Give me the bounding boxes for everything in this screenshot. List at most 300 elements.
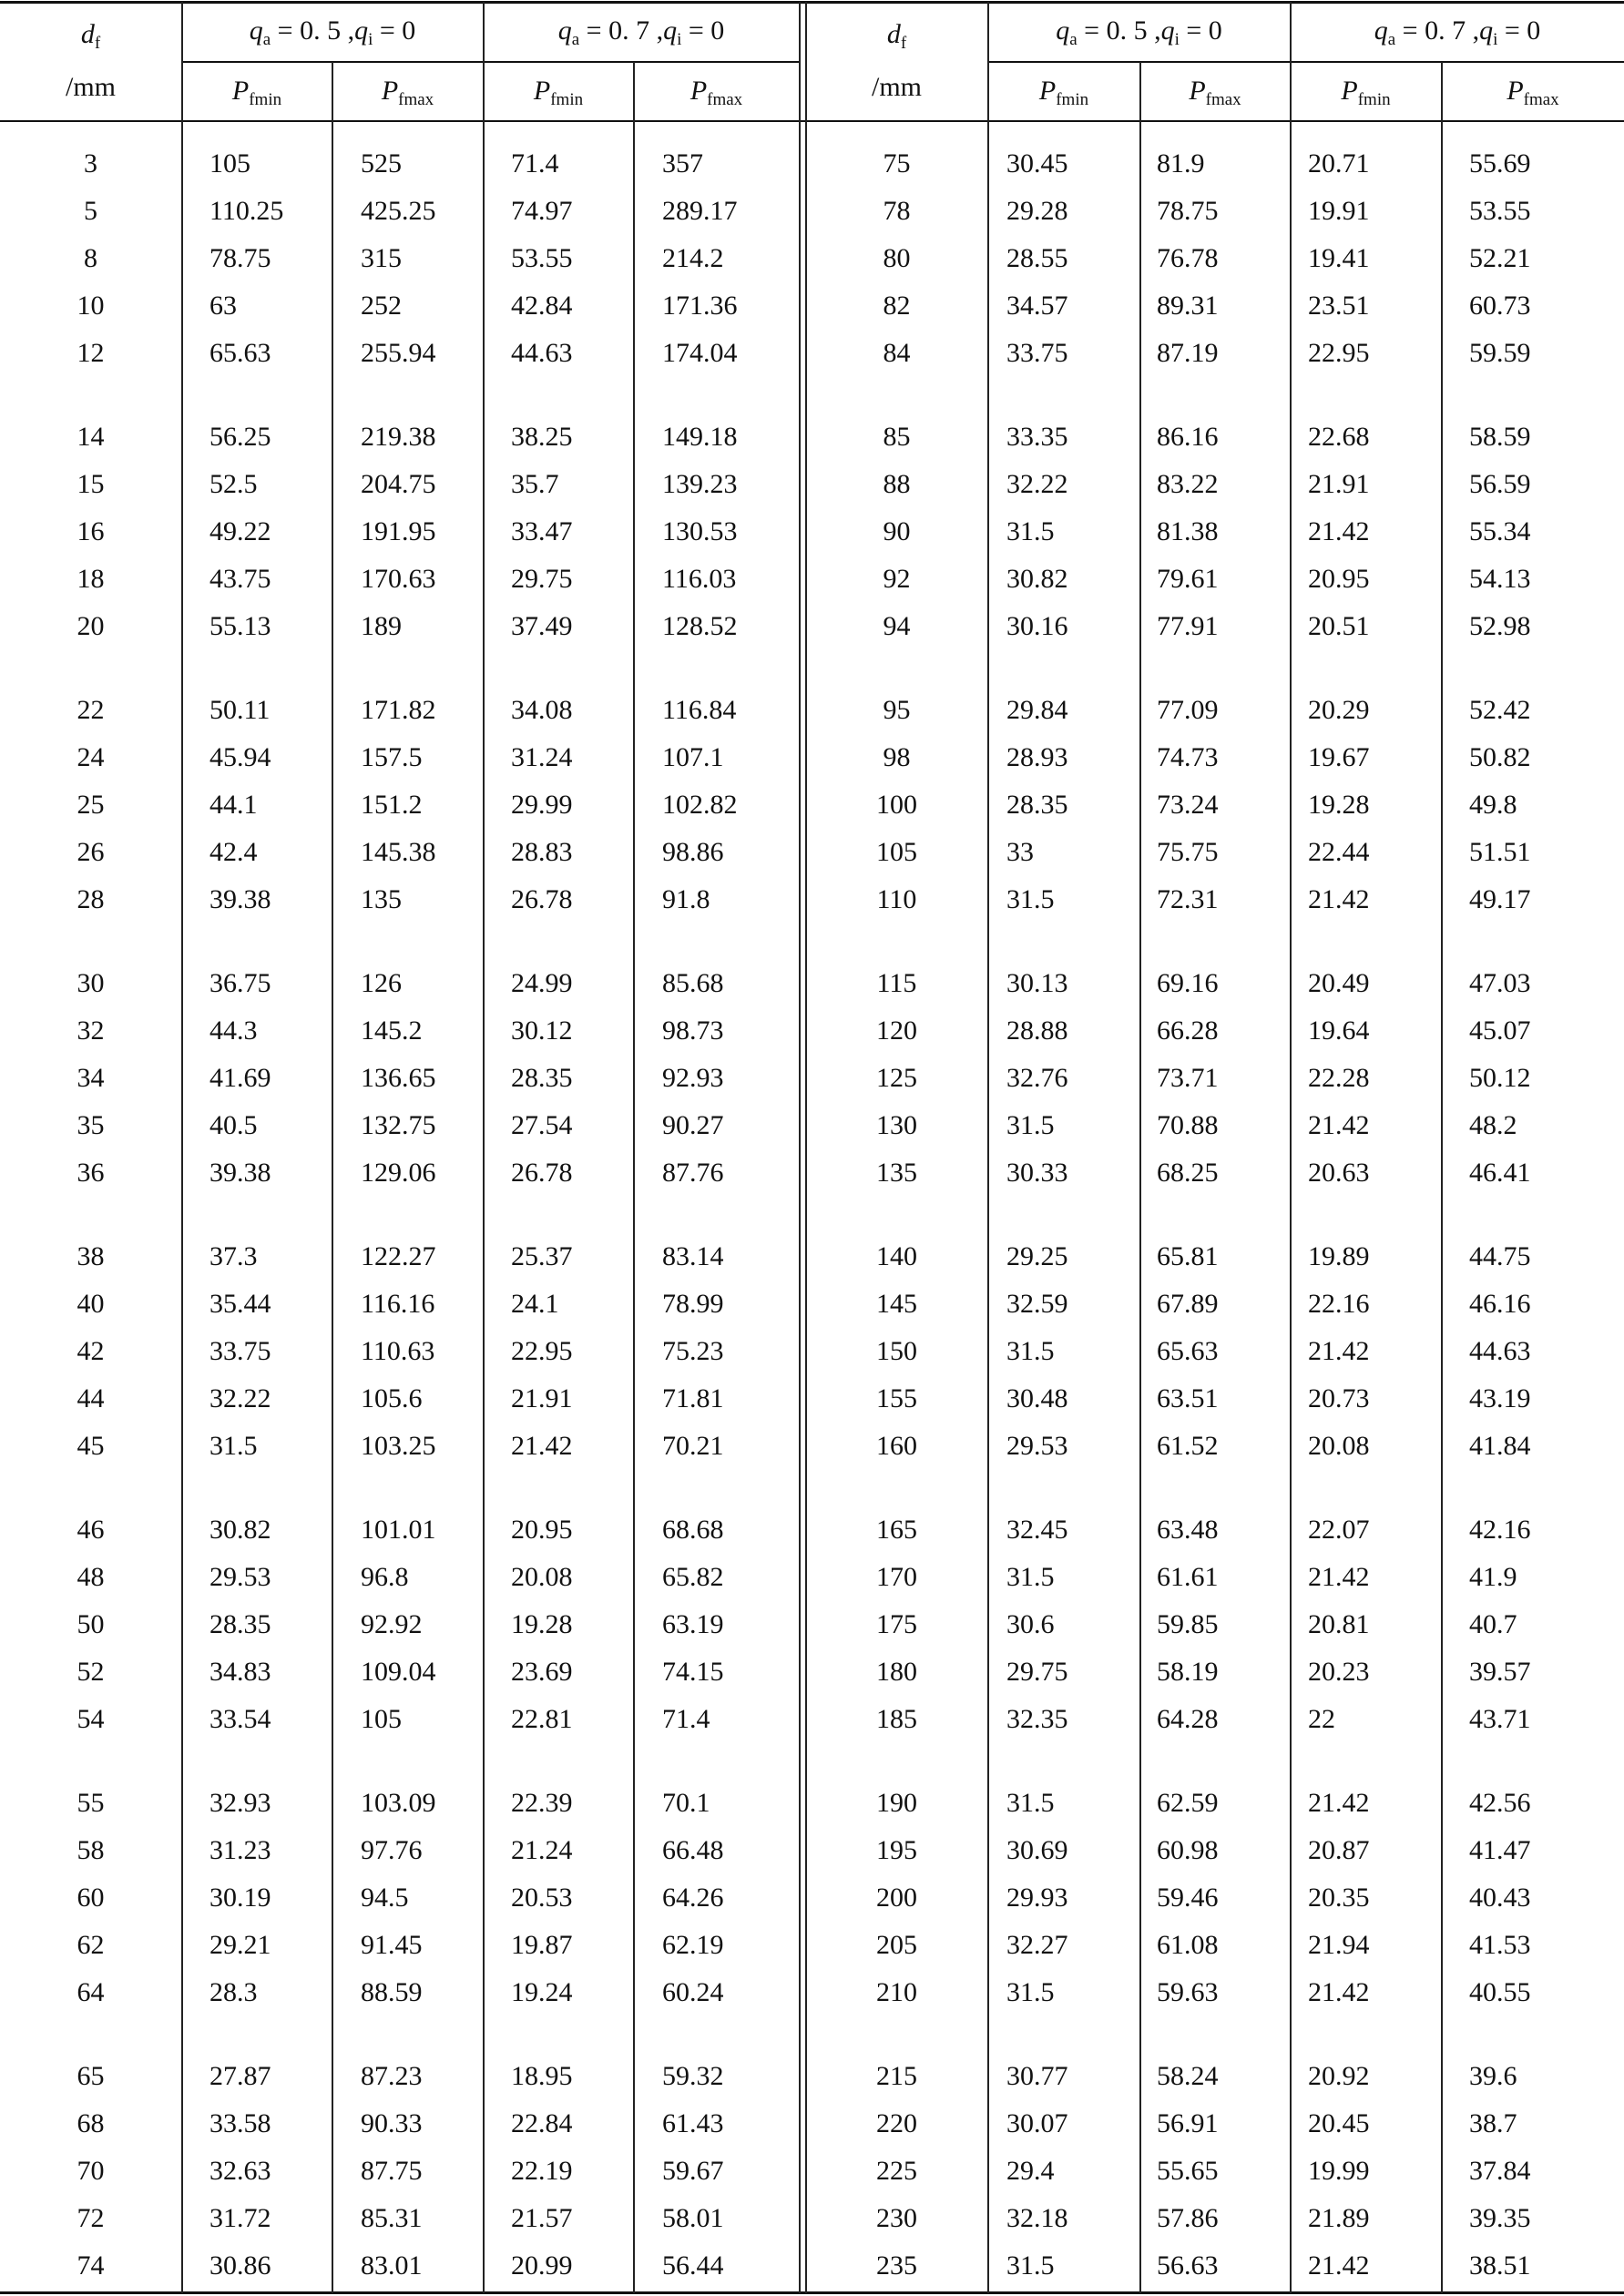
table-cell: 61.52 <box>1157 1431 1219 1461</box>
table-cell: 70.1 <box>662 1788 710 1818</box>
df-value: 5 <box>84 196 97 226</box>
table-cell: 74.73 <box>1157 742 1219 772</box>
table-cell: 53.55 <box>1469 196 1531 226</box>
table-cell: 33.75 <box>1006 338 1068 368</box>
table-cell: 21.42 <box>1308 2250 1370 2281</box>
table-cell: 90.33 <box>361 2108 423 2138</box>
table-cell: 59.32 <box>662 2061 724 2091</box>
table-cell: 38.7 <box>1469 2108 1517 2138</box>
table-cell: 75.75 <box>1157 837 1219 867</box>
df-value: 210 <box>876 1977 917 2007</box>
table-cell: 46.16 <box>1469 1289 1531 1319</box>
table-cell: 39.35 <box>1469 2203 1531 2233</box>
df-value: 50 <box>77 1609 105 1639</box>
table-cell: 97.76 <box>361 1835 423 1865</box>
table-cell: 87.23 <box>361 2061 423 2091</box>
table-cell: 29.21 <box>209 1930 271 1960</box>
table-cell: 126 <box>361 968 402 998</box>
table-cell: 21.42 <box>1308 884 1370 914</box>
table-cell: 89.31 <box>1157 291 1219 321</box>
table-cell: 101.01 <box>361 1515 436 1545</box>
table-cell: 22.95 <box>1308 338 1370 368</box>
table-cell: 32.35 <box>1006 1704 1068 1734</box>
table-cell: 39.38 <box>209 1158 271 1188</box>
table-cell: 35.44 <box>209 1289 271 1319</box>
table-cell: 315 <box>361 243 402 273</box>
pmax-header: $P_{fmax}$ <box>381 76 434 109</box>
df-value: 160 <box>876 1431 917 1461</box>
table-cell: 41.47 <box>1469 1835 1531 1865</box>
table-cell: 20.49 <box>1308 968 1370 998</box>
table-cell: 66.28 <box>1157 1015 1219 1046</box>
table-cell: 48.2 <box>1469 1110 1517 1140</box>
group1-header: $q_a = 0$. 5 $,q_i = 0$ <box>249 15 416 49</box>
pmax-header: $P_{fmax}$ <box>689 76 743 109</box>
table-cell: 32.93 <box>209 1788 271 1818</box>
df-value: 92 <box>883 564 911 594</box>
table-cell: 20.99 <box>511 2250 573 2281</box>
table-cell: 64.28 <box>1157 1704 1219 1734</box>
table-cell: 87.75 <box>361 2156 423 2186</box>
table-cell: 28.3 <box>209 1977 258 2007</box>
table-cell: 71.81 <box>662 1383 724 1413</box>
col-divider <box>987 2 989 2293</box>
df-value: 15 <box>77 469 105 499</box>
pmin-header: $P_{fmin}$ <box>1341 76 1391 109</box>
table-cell: 72.31 <box>1157 884 1219 914</box>
table-cell: 145.38 <box>361 837 436 867</box>
table-cell: 289.17 <box>662 196 738 226</box>
df-value: 180 <box>876 1657 917 1687</box>
table-cell: 55.69 <box>1469 148 1531 179</box>
pmin-header: $P_{fmin}$ <box>1038 76 1089 109</box>
table-cell: 28.93 <box>1006 742 1068 772</box>
table-cell: 41.53 <box>1469 1930 1531 1960</box>
table-cell: 78.75 <box>209 243 271 273</box>
table-cell: 20.08 <box>511 1562 573 1592</box>
table-cell: 20.23 <box>1308 1657 1370 1687</box>
df-value: 90 <box>883 516 911 546</box>
table-cell: 56.44 <box>662 2250 724 2281</box>
table-cell: 151.2 <box>361 790 423 820</box>
table-cell: 55.34 <box>1469 516 1531 546</box>
table-cell: 139.23 <box>662 469 738 499</box>
table-cell: 98.73 <box>662 1015 724 1046</box>
table-cell: 45.07 <box>1469 1015 1531 1046</box>
table-cell: 39.6 <box>1469 2061 1517 2091</box>
table-cell: 20.73 <box>1308 1383 1370 1413</box>
table-cell: 22.39 <box>511 1788 573 1818</box>
table-cell: 92.93 <box>662 1063 724 1093</box>
table-cell: 44.63 <box>511 338 573 368</box>
col-divider <box>1290 2 1292 2293</box>
table-cell: 103.09 <box>361 1788 436 1818</box>
table-cell: 43.19 <box>1469 1383 1531 1413</box>
table-cell: 65.82 <box>662 1562 724 1592</box>
table-cell: 32.22 <box>209 1383 271 1413</box>
table-cell: 28.55 <box>1006 243 1068 273</box>
table-cell: 107.1 <box>662 742 724 772</box>
table-cell: 116.03 <box>662 564 737 594</box>
group2-header: $q_a = 0$. 7 $,q_i = 0$ <box>557 15 725 49</box>
df-value: 34 <box>77 1063 105 1093</box>
table-cell: 23.69 <box>511 1657 573 1687</box>
table-cell: 58.24 <box>1157 2061 1219 2091</box>
df-value: 60 <box>77 1883 105 1913</box>
table-cell: 42.84 <box>511 291 573 321</box>
half-divider <box>799 2 801 2293</box>
table-cell: 63.51 <box>1157 1383 1219 1413</box>
table-cell: 20.92 <box>1308 2061 1370 2091</box>
df-value: 185 <box>876 1704 917 1734</box>
table-cell: 53.55 <box>511 243 573 273</box>
table-cell: 22.16 <box>1308 1289 1370 1319</box>
table-cell: 90.27 <box>662 1110 724 1140</box>
top-rule <box>0 1 1624 4</box>
table-cell: 21.42 <box>1308 1788 1370 1818</box>
table-cell: 219.38 <box>361 422 436 452</box>
table-cell: 41.69 <box>209 1063 271 1093</box>
table-cell: 132.75 <box>361 1110 436 1140</box>
table-cell: 30.48 <box>1006 1383 1068 1413</box>
table-cell: 110.63 <box>361 1336 435 1366</box>
table-cell: 130.53 <box>662 516 738 546</box>
table-cell: 74.97 <box>511 196 573 226</box>
df-value: 72 <box>77 2203 105 2233</box>
table-cell: 58.19 <box>1157 1657 1219 1687</box>
table-cell: 24.99 <box>511 968 573 998</box>
df-value: 3 <box>84 148 97 179</box>
table-cell: 52.98 <box>1469 611 1531 641</box>
table-cell: 19.99 <box>1308 2156 1370 2186</box>
table-cell: 44.1 <box>209 790 258 820</box>
df-value: 54 <box>77 1704 105 1734</box>
table-cell: 33.35 <box>1006 422 1068 452</box>
col-divider <box>181 2 183 2293</box>
table-cell: 22.68 <box>1308 422 1370 452</box>
table-cell: 20.95 <box>1308 564 1370 594</box>
pmin-header: $P_{fmin}$ <box>533 76 584 109</box>
df-value: 16 <box>77 516 105 546</box>
table-cell: 30.82 <box>209 1515 271 1545</box>
table-cell: 20.87 <box>1308 1835 1370 1865</box>
table-cell: 30.45 <box>1006 148 1068 179</box>
table-cell: 33.47 <box>511 516 573 546</box>
table-cell: 60.73 <box>1469 291 1531 321</box>
table-cell: 29.93 <box>1006 1883 1068 1913</box>
table-cell: 43.71 <box>1469 1704 1531 1734</box>
table-cell: 30.19 <box>209 1883 271 1913</box>
table-cell: 171.82 <box>361 695 436 725</box>
table-cell: 21.57 <box>511 2203 573 2233</box>
df-value: 165 <box>876 1515 917 1545</box>
table-cell: 94.5 <box>361 1883 409 1913</box>
table-cell: 30.69 <box>1006 1835 1068 1865</box>
df-value: 52 <box>77 1657 105 1687</box>
table-cell: 31.5 <box>1006 884 1055 914</box>
df-value: 175 <box>876 1609 917 1639</box>
table-cell: 22.19 <box>511 2156 573 2186</box>
table-cell: 145.2 <box>361 1015 423 1046</box>
table-cell: 22.81 <box>511 1704 573 1734</box>
table-cell: 65.63 <box>209 338 271 368</box>
table-cell: 29.4 <box>1006 2156 1055 2186</box>
table-cell: 71.4 <box>511 148 559 179</box>
table-cell: 32.59 <box>1006 1289 1068 1319</box>
table-cell: 37.3 <box>209 1241 258 1271</box>
df-value: 64 <box>77 1977 105 2007</box>
pmax-header: $P_{fmax}$ <box>1507 76 1559 109</box>
table-cell: 29.28 <box>1006 196 1068 226</box>
table-cell: 36.75 <box>209 968 271 998</box>
table-cell: 81.9 <box>1157 148 1205 179</box>
table-cell: 214.2 <box>662 243 724 273</box>
table-cell: 61.43 <box>662 2108 724 2138</box>
table-cell: 31.5 <box>1006 1562 1055 1592</box>
table-cell: 32.22 <box>1006 469 1068 499</box>
table-cell: 28.83 <box>511 837 573 867</box>
table-cell: 19.28 <box>511 1609 573 1639</box>
table-cell: 31.72 <box>209 2203 271 2233</box>
table-cell: 45.94 <box>209 742 271 772</box>
table-cell: 59.59 <box>1469 338 1531 368</box>
table-cell: 76.78 <box>1157 243 1219 273</box>
df-value: 105 <box>876 837 917 867</box>
table-cell: 65.81 <box>1157 1241 1219 1271</box>
table-cell: 30.82 <box>1006 564 1068 594</box>
df-value: 155 <box>876 1383 917 1413</box>
table-cell: 20.51 <box>1308 611 1370 641</box>
df-value: 140 <box>876 1241 917 1271</box>
df-value: 55 <box>77 1788 105 1818</box>
table-cell: 38.25 <box>511 422 573 452</box>
table-cell: 22.95 <box>511 1336 573 1366</box>
table-cell: 252 <box>361 291 402 321</box>
df-value: 28 <box>77 884 105 914</box>
df-value: 70 <box>77 2156 105 2186</box>
table-cell: 55.65 <box>1157 2156 1219 2186</box>
table-cell: 61.61 <box>1157 1562 1219 1592</box>
table-cell: 57.86 <box>1157 2203 1219 2233</box>
df-value: 84 <box>883 338 911 368</box>
table-cell: 21.24 <box>511 1835 573 1865</box>
table-cell: 50.12 <box>1469 1063 1531 1093</box>
df-value: 46 <box>77 1515 105 1545</box>
table-cell: 62.19 <box>662 1930 724 1960</box>
table-cell: 63 <box>209 291 237 321</box>
table-cell: 91.45 <box>361 1930 423 1960</box>
table-cell: 171.36 <box>662 291 738 321</box>
table-cell: 525 <box>361 148 402 179</box>
table-cell: 109.04 <box>361 1657 436 1687</box>
table-cell: 79.61 <box>1157 564 1219 594</box>
bottom-rule <box>0 2291 1624 2294</box>
table-cell: 174.04 <box>662 338 738 368</box>
table-cell: 19.41 <box>1308 243 1370 273</box>
df-value: 170 <box>876 1562 917 1592</box>
table-cell: 78.99 <box>662 1289 724 1319</box>
table-cell: 21.89 <box>1308 2203 1370 2233</box>
table-cell: 21.42 <box>1308 1977 1370 2007</box>
table-cell: 87.19 <box>1157 338 1219 368</box>
table-cell: 73.71 <box>1157 1063 1219 1093</box>
table-cell: 30.12 <box>511 1015 573 1046</box>
table-cell: 39.57 <box>1469 1657 1531 1687</box>
table-cell: 21.42 <box>511 1431 573 1461</box>
table-cell: 31.5 <box>1006 1336 1055 1366</box>
df-value: 220 <box>876 2108 917 2138</box>
table-cell: 170.63 <box>361 564 436 594</box>
table-cell: 56.59 <box>1469 469 1531 499</box>
df-value: 190 <box>876 1788 917 1818</box>
table-cell: 83.14 <box>662 1241 724 1271</box>
table-cell: 21.42 <box>1308 1110 1370 1140</box>
df-value: 100 <box>876 790 917 820</box>
group-header-rule-right <box>988 61 1624 63</box>
df-value: 38 <box>77 1241 105 1271</box>
table-cell: 58.01 <box>662 2203 724 2233</box>
df-header: $d_f$ <box>80 19 101 53</box>
group1-header: $q_a = 0$. 5 $,q_i = 0$ <box>1056 15 1222 49</box>
table-cell: 77.09 <box>1157 695 1219 725</box>
df-value: 22 <box>77 695 105 725</box>
table-cell: 22 <box>1308 1704 1335 1734</box>
table-cell: 20.35 <box>1308 1883 1370 1913</box>
df-value: 58 <box>77 1835 105 1865</box>
unit-header: /mm <box>871 72 922 102</box>
table-cell: 68.68 <box>662 1515 724 1545</box>
table-cell: 87.76 <box>662 1158 724 1188</box>
table-cell: 40.55 <box>1469 1977 1531 2007</box>
table-cell: 157.5 <box>361 742 423 772</box>
df-value: 150 <box>876 1336 917 1366</box>
table-cell: 19.67 <box>1308 742 1370 772</box>
df-header: $d_f$ <box>886 19 907 53</box>
table-cell: 20.95 <box>511 1515 573 1545</box>
table-cell: 30.13 <box>1006 968 1068 998</box>
table-cell: 19.28 <box>1308 790 1370 820</box>
table-cell: 21.42 <box>1308 516 1370 546</box>
table-cell: 25.37 <box>511 1241 573 1271</box>
table-cell: 98.86 <box>662 837 724 867</box>
table-cell: 19.87 <box>511 1930 573 1960</box>
df-value: 20 <box>77 611 105 641</box>
table-cell: 20.45 <box>1308 2108 1370 2138</box>
table-cell: 43.75 <box>209 564 271 594</box>
df-value: 98 <box>883 742 911 772</box>
table-cell: 68.25 <box>1157 1158 1219 1188</box>
table-cell: 27.54 <box>511 1110 573 1140</box>
table-cell: 30.07 <box>1006 2108 1068 2138</box>
table-cell: 425.25 <box>361 196 436 226</box>
table-cell: 23.51 <box>1308 291 1370 321</box>
table-cell: 21.91 <box>1308 469 1370 499</box>
table-cell: 29.75 <box>511 564 573 594</box>
table-cell: 122.27 <box>361 1241 436 1271</box>
unit-header: /mm <box>65 72 116 102</box>
table-cell: 255.94 <box>361 338 436 368</box>
df-value: 26 <box>77 837 105 867</box>
table-cell: 20.53 <box>511 1883 573 1913</box>
table-cell: 116.84 <box>662 695 737 725</box>
table-cell: 65.63 <box>1157 1336 1219 1366</box>
table-cell: 105 <box>209 148 250 179</box>
table-cell: 78.75 <box>1157 196 1219 226</box>
table-cell: 22.44 <box>1308 837 1370 867</box>
table-cell: 42.16 <box>1469 1515 1531 1545</box>
table-cell: 61.08 <box>1157 1930 1219 1960</box>
df-value: 205 <box>876 1930 917 1960</box>
df-value: 82 <box>883 291 911 321</box>
table-cell: 20.63 <box>1308 1158 1370 1188</box>
table-cell: 19.64 <box>1308 1015 1370 1046</box>
table-cell: 21.42 <box>1308 1336 1370 1366</box>
table-cell: 28.35 <box>1006 790 1068 820</box>
table-cell: 54.13 <box>1469 564 1531 594</box>
table-cell: 83.01 <box>361 2250 423 2281</box>
table-cell: 60.24 <box>662 1977 724 2007</box>
table-cell: 44.75 <box>1469 1241 1531 1271</box>
table-cell: 75.23 <box>662 1336 724 1366</box>
table-cell: 40.5 <box>209 1110 258 1140</box>
table-cell: 67.89 <box>1157 1289 1219 1319</box>
df-value: 225 <box>876 2156 917 2186</box>
table-cell: 92.92 <box>361 1609 423 1639</box>
table-cell: 128.52 <box>662 611 738 641</box>
table-cell: 52.5 <box>209 469 258 499</box>
table-cell: 31.24 <box>511 742 573 772</box>
table-cell: 29.84 <box>1006 695 1068 725</box>
df-value: 45 <box>77 1431 105 1461</box>
df-value: 88 <box>883 469 911 499</box>
df-value: 115 <box>876 968 917 998</box>
table-cell: 32.45 <box>1006 1515 1068 1545</box>
table-cell: 32.27 <box>1006 1930 1068 1960</box>
table-cell: 41.9 <box>1469 1562 1517 1592</box>
table-cell: 30.6 <box>1006 1609 1055 1639</box>
table-cell: 41.84 <box>1469 1431 1531 1461</box>
table-cell: 35.7 <box>511 469 559 499</box>
table-cell: 42.4 <box>209 837 258 867</box>
table-cell: 56.63 <box>1157 2250 1219 2281</box>
df-value: 95 <box>883 695 911 725</box>
df-value: 24 <box>77 742 105 772</box>
df-value: 230 <box>876 2203 917 2233</box>
table-cell: 51.51 <box>1469 837 1531 867</box>
df-value: 25 <box>77 790 105 820</box>
table-cell: 29.75 <box>1006 1657 1068 1687</box>
table-cell: 26.78 <box>511 1158 573 1188</box>
table-cell: 77.91 <box>1157 611 1219 641</box>
table-cell: 81.38 <box>1157 516 1219 546</box>
header-bottom-rule <box>0 120 1624 122</box>
table-cell: 91.8 <box>662 884 710 914</box>
table-cell: 110.25 <box>209 196 284 226</box>
table-cell: 49.17 <box>1469 884 1531 914</box>
table-cell: 59.85 <box>1157 1609 1219 1639</box>
col-divider <box>1441 62 1443 2293</box>
table-cell: 44.63 <box>1469 1336 1531 1366</box>
table-cell: 69.16 <box>1157 968 1219 998</box>
table-cell: 47.03 <box>1469 968 1531 998</box>
table-cell: 85.31 <box>361 2203 423 2233</box>
table-cell: 74.15 <box>662 1657 724 1687</box>
df-value: 145 <box>876 1289 917 1319</box>
table-cell: 24.1 <box>511 1289 559 1319</box>
table-cell: 204.75 <box>361 469 436 499</box>
table-cell: 31.5 <box>1006 1977 1055 2007</box>
table-cell: 20.08 <box>1308 1431 1370 1461</box>
